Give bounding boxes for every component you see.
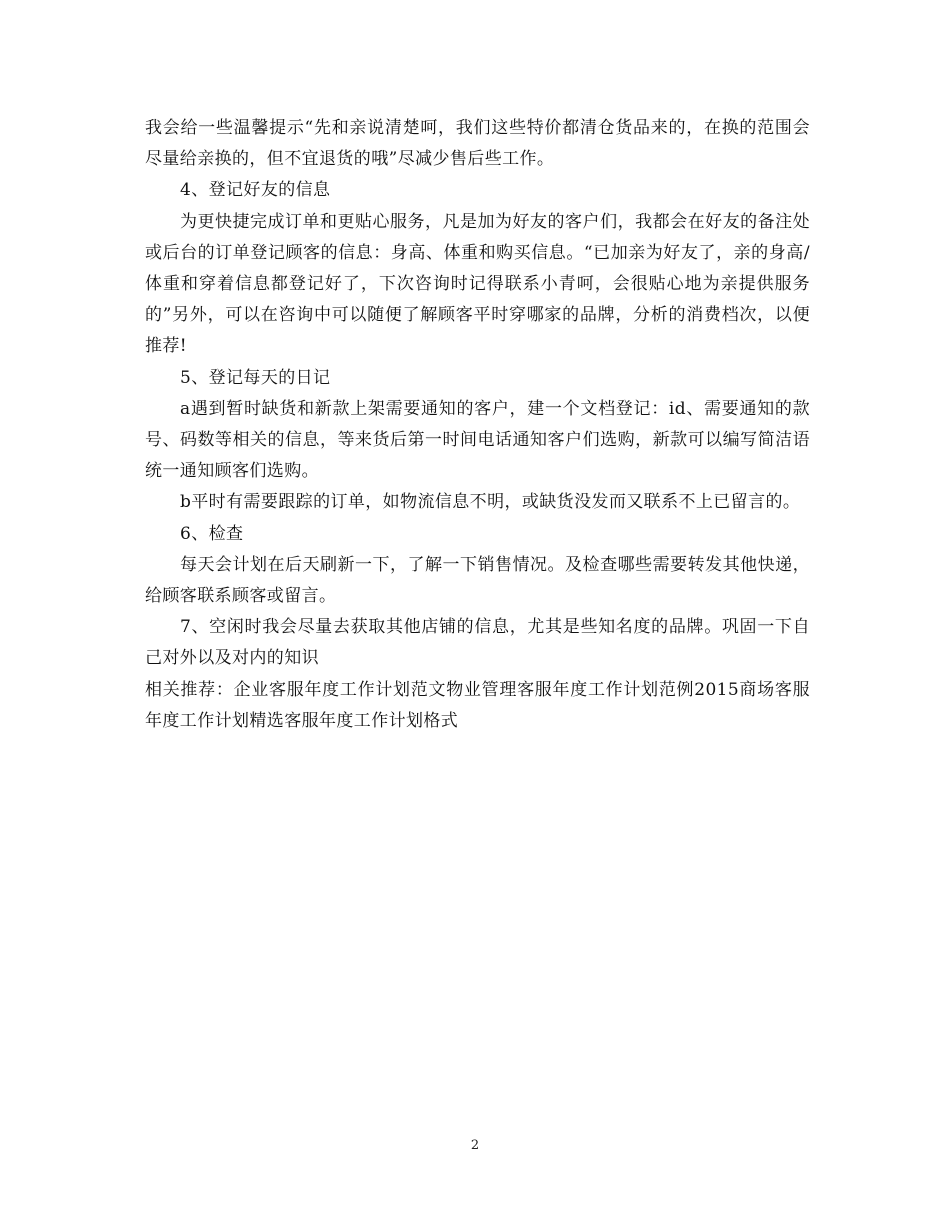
paragraph-item-7: 7、空闲时我会尽量去获取其他店铺的信息，尤其是些知名度的品牌。巩固一下自己对外以及对内的知识 (145, 617, 810, 669)
paragraph-intro-continuation: 我会给一些温馨提示“先和亲说清楚呵，我们这些特价都清仓货品来的，在换的范围会尽量给亲换的，但不宜退货的哦”尽减少售后些工作。 (145, 118, 810, 170)
section-heading-6: 6、检查 (180, 523, 244, 544)
page-number: 2 (470, 1138, 480, 1153)
related-recommendations: 相关推荐：企业客服年度工作计划范文物业管理客服年度工作计划范例2015商场客服年度工作计划精选客服年度工作计划格式 (145, 679, 810, 731)
section-heading-5: 5、登记每天的日记 (180, 367, 331, 388)
paragraph-item-b: b平时有需要跟踪的订单，如物流信息不明，或缺货没发而又联系不上已留言的。 (180, 492, 801, 513)
paragraph-item-a: a遇到暂时缺货和新款上架需要通知的客户，建一个文档登记：id、需要通知的款号、码数等相关的信息，等来货后第一时间电话通知客户们选购，新款可以编写简洁语统一通知顾客们选购。 (145, 398, 810, 482)
paragraph-friend-info: 为更快捷完成订单和更贴心服务，凡是加为好友的客户们，我都会在好友的备注处或后台的订单登记顾客的信息：身高、体重和购买信息。“已加亲为好友了，亲的身高/体重和穿着信息都登记好了，下次咨询时记得联系小青呵，会很贴心地为亲提供服务的”另外，可以在咨询中可以随便了解顾客平时穿哪家的品牌，分析的消费档次，以便推荐! (145, 211, 810, 357)
paragraph-check: 每天会计划在后天刷新一下，了解一下销售情况。及检查哪些需要转发其他快递，给顾客联系顾客或留言。 (145, 554, 810, 607)
document-body (145, 113, 810, 737)
section-heading-4: 4、登记好友的信息 (180, 180, 331, 201)
